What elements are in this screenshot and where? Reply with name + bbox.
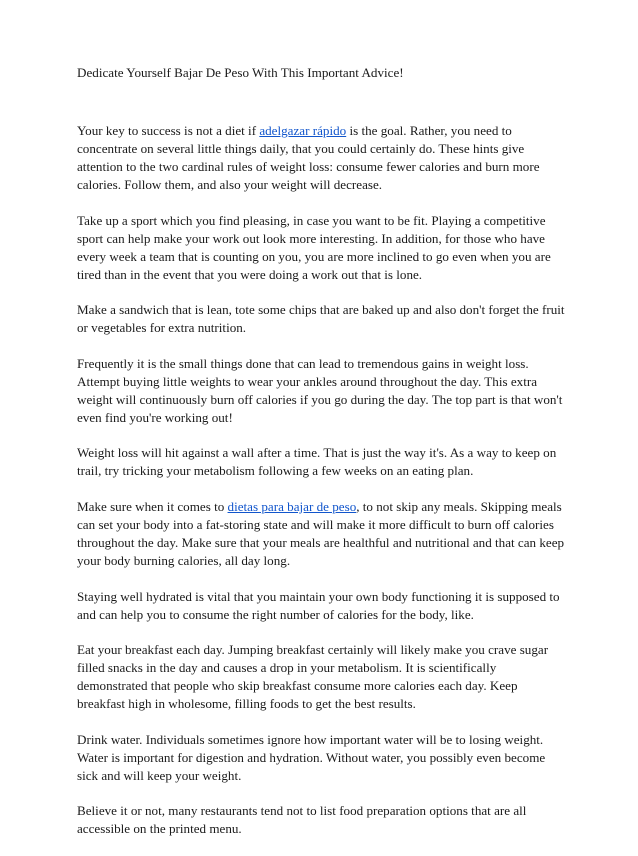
paragraph-1-text-start: Your key to success is not a diet if (77, 123, 260, 138)
paragraph-10: Believe it or not, many restaurants tend not to list food preparation options that are all accessible on the printed menu. (77, 803, 527, 837)
paragraph-7: Staying well hydrated is vital that you maintain your own body functioning it is supposed to and can help you to consume the right number of calories for the body, like. (77, 588, 560, 622)
paragraph-1-text-end: is the goal. Rather, you need to concentrate on several little things daily, that you could certainly do. These hints give attention to the two cardinal rules of weight loss: consume fewer calories and burn more calories. Follow them, and also your weight will decrease. (77, 123, 540, 192)
paragraph-4: Frequently it is the small things done that can lead to tremendous gains in weight loss. Attempt buying little weights to wear your ankles around throughout the day. This extra weight will continuously burn off calories if you go during the day. The top part is that won't even find you're working out! (77, 355, 563, 425)
paragraph-6-text-end: , to not skip any meals. Skipping meals can set your body into a fat-storing state and will make it more difficult to burn off calories throughout the day. Make sure that your meals are healthful and nutritional and that can keep your body burning calories, all day long. (77, 498, 565, 568)
paragraph-5: Weight loss will hit against a wall after a time. That is just the way it's. As a way to keep on trail, try tricking your metabolism following a few weeks on an eating plan. (77, 445, 557, 479)
paragraph-9: Drink water. Individuals sometimes ignore how important water will be to losing weight. Water is important for digestion and hydration. Without water, you possibly even become sick and will keep your weight. (77, 731, 546, 783)
document-page (77, 64, 565, 856)
paragraph-6-text-start: Make sure when it comes to (77, 498, 228, 514)
paragraph-3: Make a sandwich that is lean, tote some chips that are baked up and also don't forget the fruit or vegetables for extra nutrition. (77, 302, 565, 336)
adelgazar-rapido-link[interactable]: adelgazar rápido (259, 123, 347, 138)
paragraph-2: Take up a sport which you find pleasing, in case you want to be fit. Playing a competitive sport can help make your work out look more interesting. In addition, for those who have every week a team that is counting on you, you are more inclined to go even when you are tired than in the event that you were doing a work out that is lone. (77, 212, 551, 282)
dietas-para-bajar-de-peso-link[interactable]: dietas para bajar de peso (227, 498, 357, 514)
document-title: Dedicate Yourself Bajar De Peso With This Important Advice! (77, 65, 404, 80)
paragraph-1 (77, 122, 565, 194)
paragraph-8: Eat your breakfast each day. Jumping breakfast certainly will likely make you crave sugar filled snacks in the day and causes a drop in your metabolism. It is scientifically demonstrated that people who skip breakfast consume more calories each day. Keep breakfast high in wholesome, filling foods to get the best results. (77, 642, 549, 712)
paragraph-6 (77, 498, 565, 570)
